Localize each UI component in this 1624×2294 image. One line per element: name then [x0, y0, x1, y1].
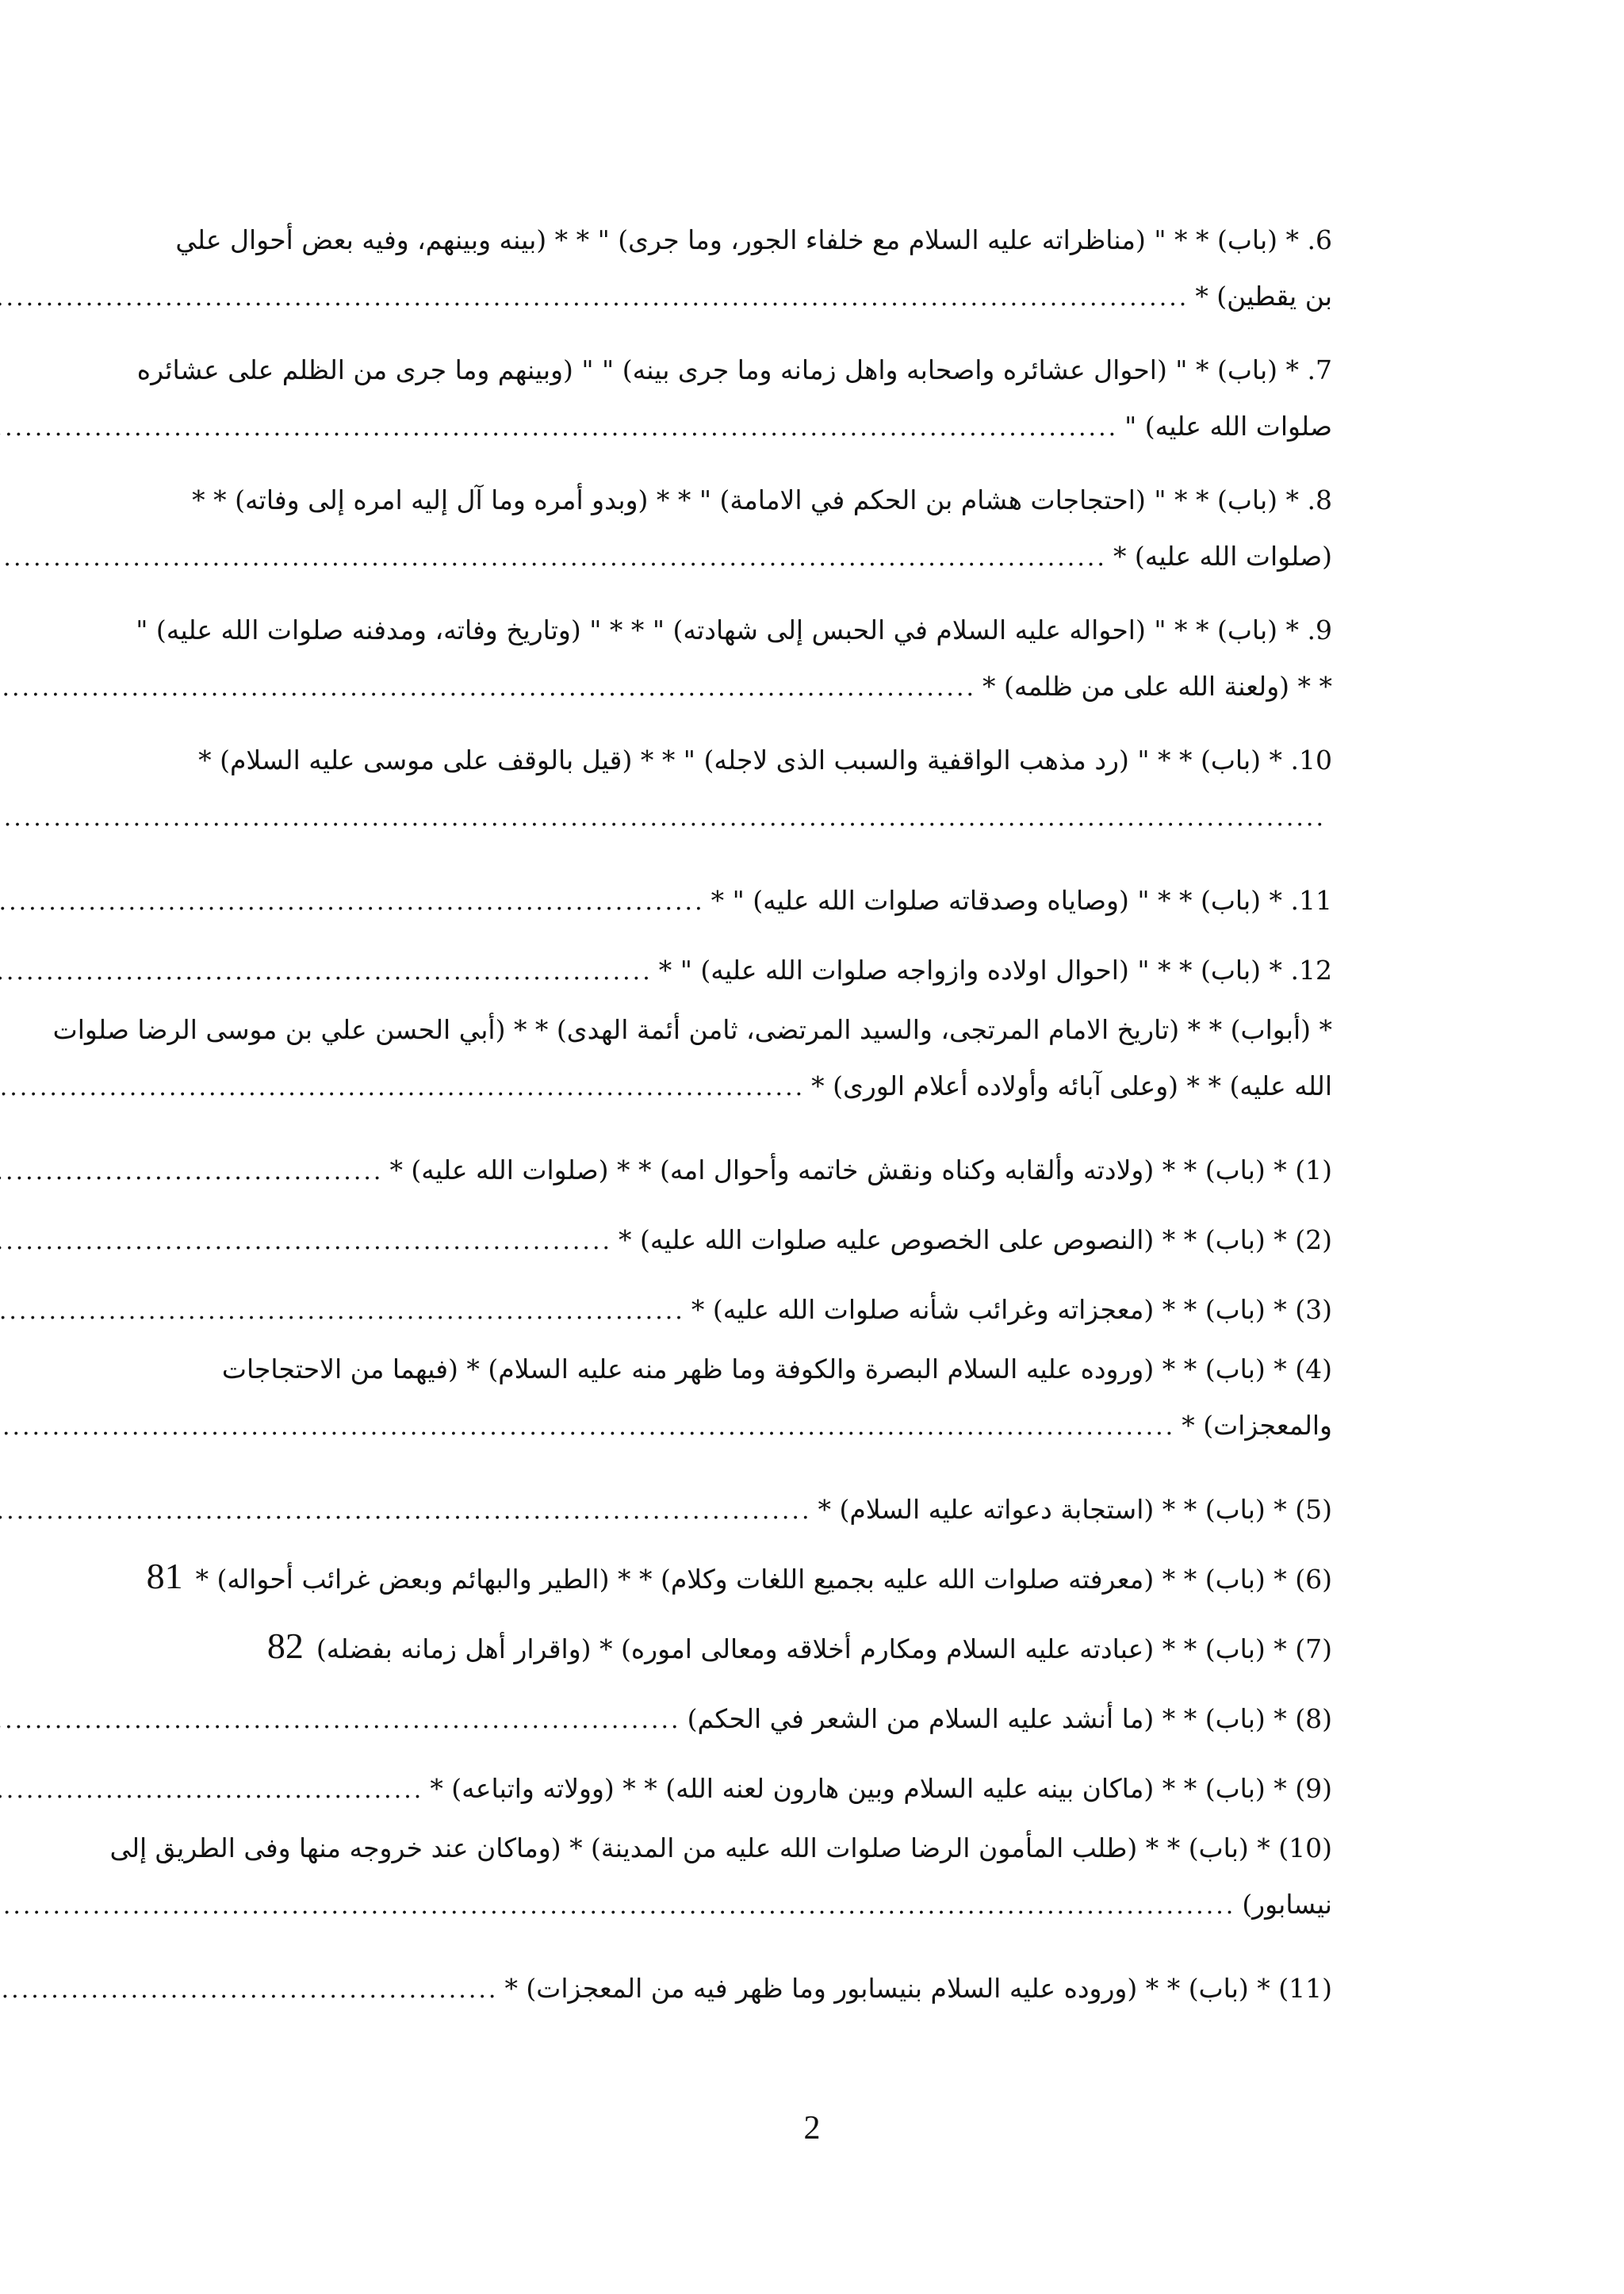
toc-entry-line-last [270, 1272, 1332, 1342]
dot-leader [0, 663, 976, 714]
toc-entry-text: الله عليه) * * (وعلى آبائه وأولاده أعلام الورى) * [811, 1070, 1332, 1101]
toc-entry-line [52, 1002, 1332, 1058]
toc-entry[interactable] [270, 1951, 1332, 2020]
toc-entry[interactable] [270, 1751, 1332, 1821]
toc-entry-line [136, 343, 1332, 398]
toc-entry-text: (9) * (باب) * * (ماكان بينه عليه السلام وبين هارون لعنه الله) * * (وولاته واتباعه) * [430, 1773, 1332, 1804]
toc-entry[interactable] [136, 603, 1332, 714]
toc-entry-text: (6) * (باب) * * (معرفته صلوات الله عليه بجميع اللغات وكلام) * * (الطير والبهائم وبعض غرائب أحواله) * [195, 1564, 1332, 1595]
toc-entry-line [198, 733, 1332, 788]
page-number: 2 [803, 2110, 821, 2147]
dot-leader [0, 937, 653, 1007]
toc-entry-line-last [270, 528, 1332, 584]
dot-leader [0, 1476, 812, 1546]
dot-leader [0, 273, 1189, 324]
dot-leader [0, 1756, 423, 1825]
toc-entry-line [221, 1342, 1332, 1397]
toc-entry-text: 6. * (باب) * * " (مناظراته عليه السلام مع خلفاء الجور، وما جرى) " * * (بينه وبينهم، وفيه بعض أحوال علي [175, 224, 1332, 255]
toc-entry[interactable] [136, 343, 1332, 454]
toc-entry-line-last [270, 788, 1332, 844]
dot-leader [0, 867, 705, 937]
toc-entry-text: (3) * (باب) * * (معجزاته وغرائب شأنه صلوات الله عليه) * [691, 1294, 1332, 1325]
toc-entry[interactable] [146, 1541, 1332, 1611]
table-of-contents [52, 213, 1332, 2020]
toc-entry-text: * * (ولعنة الله على من ظلمه) * [982, 671, 1332, 702]
toc-entry-line-last [270, 1132, 1332, 1202]
toc-entry-page-number: 82 [266, 1626, 304, 1666]
toc-entry-line-last [270, 1472, 1332, 1541]
toc-entry-line-last [270, 1397, 1332, 1453]
toc-entry[interactable] [270, 1202, 1332, 1272]
toc-entry-text: 8. * (باب) * * " (احتجاجات هشام بن الحكم في الامامة) " * * (وبدو أمره وما آل إليه امره إلى وفاته) * * [192, 484, 1332, 515]
toc-entry-line-last [270, 398, 1332, 454]
toc-entry-text: بن يقطين) * [1195, 281, 1332, 312]
dot-leader [0, 1137, 383, 1207]
toc-entry-line-last [266, 1611, 1332, 1681]
toc-entry-text: (صلوات الله عليه) * [1113, 541, 1332, 572]
dot-leader [0, 1881, 1235, 1932]
dot-leader [0, 1207, 612, 1277]
toc-entry[interactable] [198, 733, 1332, 844]
toc-entry-text: 9. * (باب) * * " (احواله عليه السلام في الحبس إلى شهادته) " * * " (وتاريخ وفاته، ومدفنه صلوات الله عليه) " [136, 615, 1332, 645]
toc-entry-line-last [270, 658, 1332, 714]
toc-entry-text: (11) * (باب) * * (وروده عليه السلام بنيسابور وما ظهر فيه من المعجزات) * [504, 1973, 1332, 2004]
toc-entry[interactable] [270, 863, 1332, 933]
toc-entry[interactable] [266, 1611, 1332, 1681]
toc-entry-text: 12. * (باب) * * " (احوال اولاده وازواجه صلوات الله عليه) " * [658, 955, 1332, 986]
toc-entry-text: صلوات الله عليه) " [1124, 411, 1332, 442]
toc-entry[interactable] [270, 1132, 1332, 1202]
dot-leader [0, 1402, 1175, 1453]
toc-entry-text: (7) * (باب) * * (عبادته عليه السلام ومكارم أخلاقه ومعالى اموره) * (واقرار أهل زمانه بفضله) [316, 1633, 1332, 1664]
toc-entry-line-last [270, 1202, 1332, 1272]
toc-entry-line-last [146, 1541, 1332, 1611]
toc-entry[interactable] [52, 1002, 1332, 1113]
dot-leader [0, 533, 1107, 584]
toc-entry-page-number: 81 [146, 1556, 183, 1596]
toc-entry-text: 11. * (باب) * * " (وصاياه وصدقاته صلوات الله عليه) " * [710, 885, 1332, 916]
dot-leader [0, 793, 1326, 844]
toc-entry-text: 10. * (باب) * * " (رد مذهب الواقفية والسبب الذى لاجله) " * * (قيل بالوقف على موسى عليه السلام) * [198, 745, 1332, 776]
toc-entry-line-last [270, 1751, 1332, 1821]
toc-entry-line-last [270, 863, 1332, 933]
toc-entry-line-last [270, 268, 1332, 324]
dot-leader [0, 1063, 805, 1113]
toc-entry-line-last [270, 1681, 1332, 1751]
toc-entry-line [136, 603, 1332, 658]
toc-entry-text: (10) * (باب) * * (طلب المأمون الرضا صلوات الله عليه من المدينة) * (وماكان عند خروجه منها وفى الطريق إلى [109, 1833, 1332, 1863]
toc-entry-text: (5) * (باب) * * (استجابة دعواته عليه السلام) * [818, 1494, 1332, 1525]
toc-entry-line-last [270, 933, 1332, 1002]
toc-entry-line-last [270, 1951, 1332, 2020]
toc-entry-text: 7. * (باب) * " (احوال عشائره واصحابه واهل زمانه وما جرى بينه) " " (وبينهم وما جرى من الظلم على عشائره [136, 354, 1332, 385]
dot-leader [0, 1686, 681, 1756]
dot-leader [0, 1955, 498, 2025]
toc-entry[interactable] [270, 933, 1332, 1002]
dot-leader [0, 403, 1118, 454]
toc-entry[interactable] [270, 1681, 1332, 1751]
toc-entry[interactable] [192, 473, 1332, 584]
toc-entry-text: (8) * (باب) * * (ما أنشد عليه السلام من الشعر في الحكم) [687, 1703, 1332, 1734]
toc-entry-line-last [270, 1058, 1332, 1113]
toc-entry[interactable] [109, 1821, 1332, 1932]
toc-entry-text: (1) * (باب) * * (ولادته وألقابه وكناه ونقش خاتمه وأحوال امه) * * (صلوات الله عليه) * [389, 1155, 1332, 1185]
toc-entry[interactable] [270, 1272, 1332, 1342]
dot-leader [0, 1277, 685, 1346]
toc-entry-line-last [270, 1876, 1332, 1932]
toc-entry[interactable] [270, 1472, 1332, 1541]
toc-entry-text: (4) * (باب) * * (وروده عليه السلام البصرة والكوفة وما ظهر منه عليه السلام) * (فيهما من الاحتجاجات [221, 1354, 1332, 1384]
toc-entry-text: نيسابور) [1242, 1889, 1332, 1920]
toc-entry[interactable] [175, 213, 1332, 324]
toc-entry-text: والمعجزات) * [1182, 1410, 1332, 1441]
toc-entry-text: (2) * (باب) * * (النصوص على الخصوص عليه صلوات الله عليه) * [619, 1224, 1332, 1255]
toc-entry[interactable] [221, 1342, 1332, 1453]
toc-entry-line [175, 213, 1332, 268]
toc-entry-line [192, 473, 1332, 528]
toc-entry-text: * (أبواب) * * (تاريخ الامام المرتجى، والسيد المرتضى، ثامن أئمة الهدى) * * (أبي الحسن علي بن موسى الرضا صلوات [52, 1014, 1332, 1045]
toc-entry-line [109, 1821, 1332, 1876]
